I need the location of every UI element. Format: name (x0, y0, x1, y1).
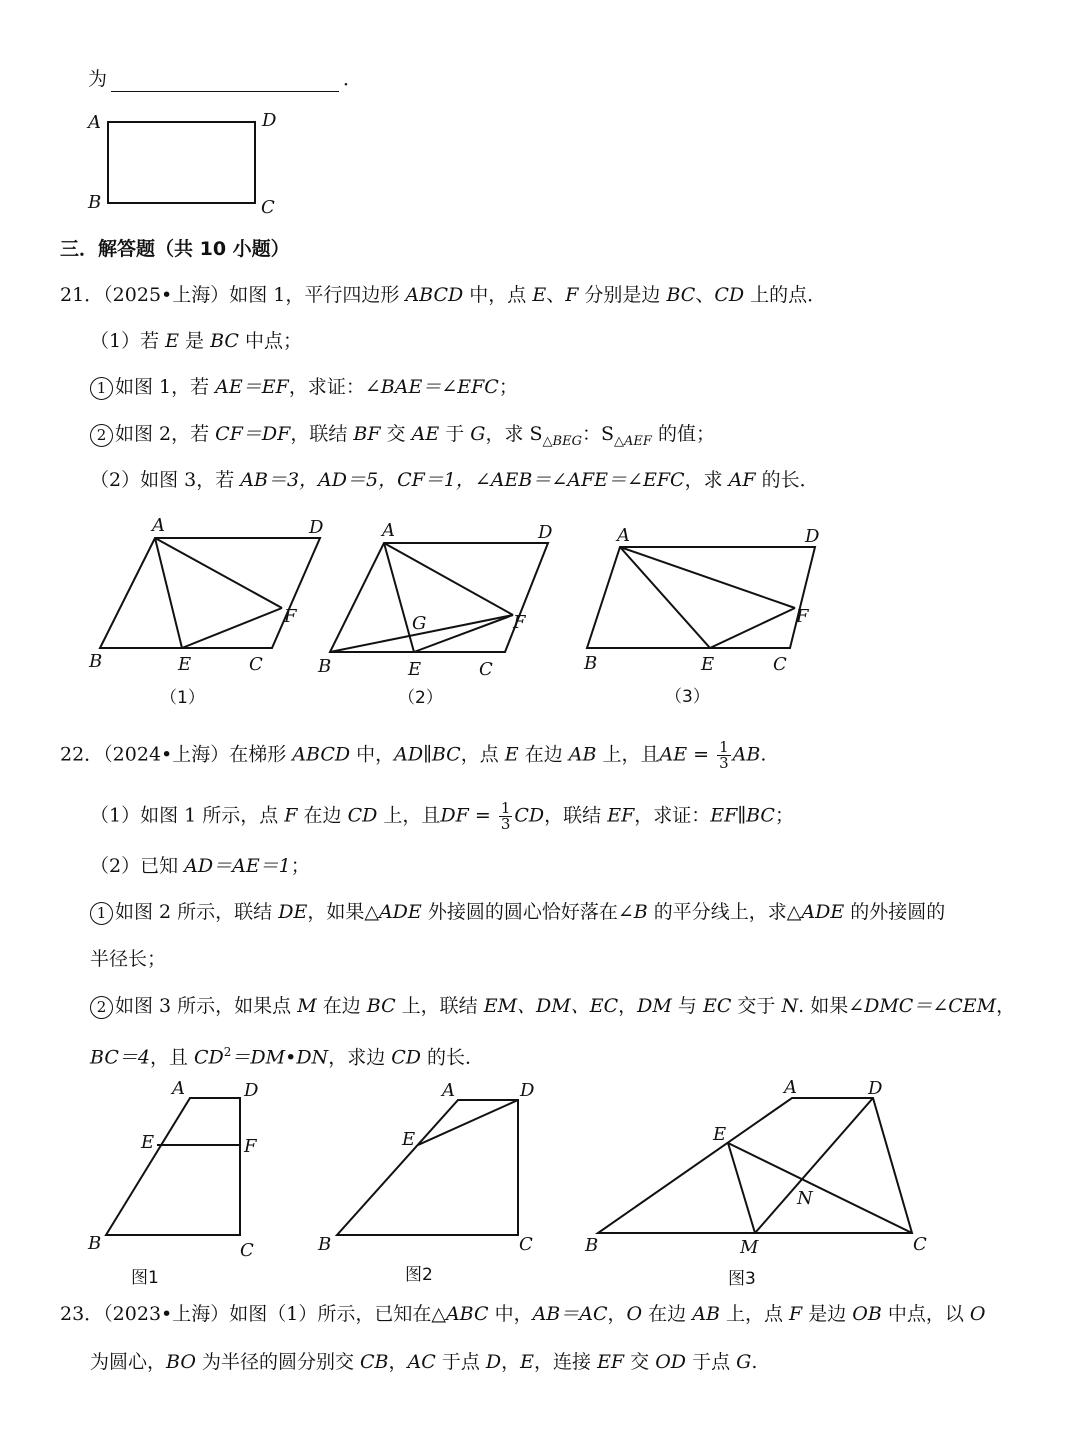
svg-text:D: D (538, 522, 553, 543)
svg-text:E: E (701, 654, 715, 675)
svg-text:B: B (318, 656, 332, 677)
q23-stem-line1: 23．（2023•上海）如图（1）所示，已知在△ABC 中，AB＝AC，O 在边 AB 上，点 F 是边 OB 中点，以 O (60, 1303, 986, 1325)
svg-text:C: C (240, 1240, 254, 1261)
svg-text:A: A (382, 520, 395, 541)
q23-stem-line2: 为圆心，BO 为半径的圆分别交 CB，AC 于点 D，E，连接 EF 交 OD 于点 G. (90, 1351, 758, 1373)
label-c: C (261, 197, 275, 218)
q22-stem: 22．（2024•上海）在梯形 ABCD 中，AD∥BC，点 E 在边 AB 上，且AE = $\frac{1}{3}$ AB. (60, 738, 767, 772)
svg-text:B: B (318, 1234, 332, 1255)
fig-caption-3: 图3 (728, 1269, 756, 1289)
svg-text:A: A (617, 525, 630, 546)
label-d: D (262, 110, 277, 131)
svg-text:D: D (244, 1080, 259, 1101)
q22-part1: （1）如图 1 所示，点 F 在边 CD 上，且DF = $\frac{1}{3}$ CD，联结 EF，求证：EF∥BC； (90, 799, 794, 833)
q22-figure-3 (584, 1077, 927, 1289)
svg-text:E: E (713, 1124, 727, 1145)
fraction: $\frac{1}{3}$ (500, 799, 511, 833)
svg-text:D: D (868, 1078, 883, 1099)
q21-sub2: 2 如图 2，若 CF＝DF，联结 BF 交 AE 于 G，求 $S_{\triangle BEG}$：$S_{\triangle AEF}$ 的值； (90, 421, 715, 455)
q21-sub1: 1 如图 1，若 AE＝EF，求证：∠BAE＝∠EFC； (90, 374, 518, 400)
q22-sub2-cont: BC＝4，且 $CD^2=DM•DN$，求边 CD 的长． (90, 1045, 485, 1069)
svg-text:F: F (513, 612, 526, 633)
svg-text:C: C (479, 659, 493, 680)
svg-text:D: D (520, 1080, 535, 1101)
svg-text:B: B (584, 653, 598, 674)
svg-text:M: M (740, 1237, 759, 1258)
svg-text:C: C (773, 654, 787, 675)
q21-stem: 21．（2025•上海）如图 1，平行四边形 ABCD 中，点 E、F 分别是边 BC、CD 上的点． (60, 284, 827, 306)
circled-number: 2 (90, 996, 113, 1019)
fig-caption-2: 图2 (405, 1265, 433, 1285)
circled-number: 1 (90, 377, 113, 400)
label-a: A (88, 112, 101, 133)
q22-figure-2 (317, 1080, 535, 1285)
fig-caption-1: （1） (160, 688, 205, 708)
svg-text:E: E (402, 1129, 416, 1150)
svg-text:B: B (585, 1235, 599, 1256)
fig-caption-3: （3） (665, 687, 710, 707)
q21-part2: （2）如图 3，若 AB＝3，AD＝5，CF＝1，∠AEB＝∠AFE＝∠EFC，求 AF 的长． (90, 469, 819, 491)
svg-text:B: B (89, 651, 103, 672)
svg-text:B: B (88, 1233, 102, 1254)
svg-text:G: G (412, 613, 427, 634)
svg-text:A: A (442, 1080, 455, 1101)
svg-text:F: F (244, 1136, 257, 1157)
svg-text:A: A (172, 1078, 185, 1099)
svg-text:E: E (178, 654, 192, 675)
svg-text:C: C (913, 1234, 927, 1255)
svg-text:D: D (309, 517, 324, 538)
q22-sub1: 1 如图 2 所示，联结 DE，如果△ADE 外接圆的圆心恰好落在∠B 的平分线上，求△ADE 的外接圆的 (90, 899, 945, 925)
answer-line: 为 ． (88, 68, 363, 90)
fig-caption-1: 图1 (131, 1268, 159, 1288)
svg-text:C: C (519, 1234, 533, 1255)
circled-number: 1 (90, 902, 113, 925)
q22-sub1-cont: 半径长； (90, 948, 167, 970)
svg-text:A: A (784, 1077, 797, 1098)
q22-sub2: 2 如图 3 所示，如果点 M 在边 BC 上，联结 EM、DM、EC，DM 与 EC 交于 N. 如果∠DMC＝∠CEM， (90, 993, 1015, 1019)
svg-text:D: D (805, 526, 820, 547)
q22-figure-1 (87, 1078, 259, 1288)
q22-part2: （2）已知 AD＝AE＝1； (90, 855, 310, 877)
svg-text:C: C (249, 654, 263, 675)
svg-text:F: F (284, 606, 297, 627)
fraction: $\frac{1}{3}$ (719, 738, 729, 772)
q21-part1: （1）若 E 是 BC 中点； (90, 330, 303, 352)
circled-number: 2 (90, 424, 113, 447)
section-heading: 三．解答题（共 10 小题） (60, 238, 290, 260)
label-b: B (88, 192, 102, 213)
svg-text:N: N (797, 1188, 813, 1209)
svg-text:F: F (796, 606, 809, 627)
fig-caption-2: （2） (398, 688, 443, 708)
svg-text:A: A (152, 515, 165, 536)
svg-text:E: E (408, 659, 422, 680)
svg-text:E: E (141, 1132, 155, 1153)
